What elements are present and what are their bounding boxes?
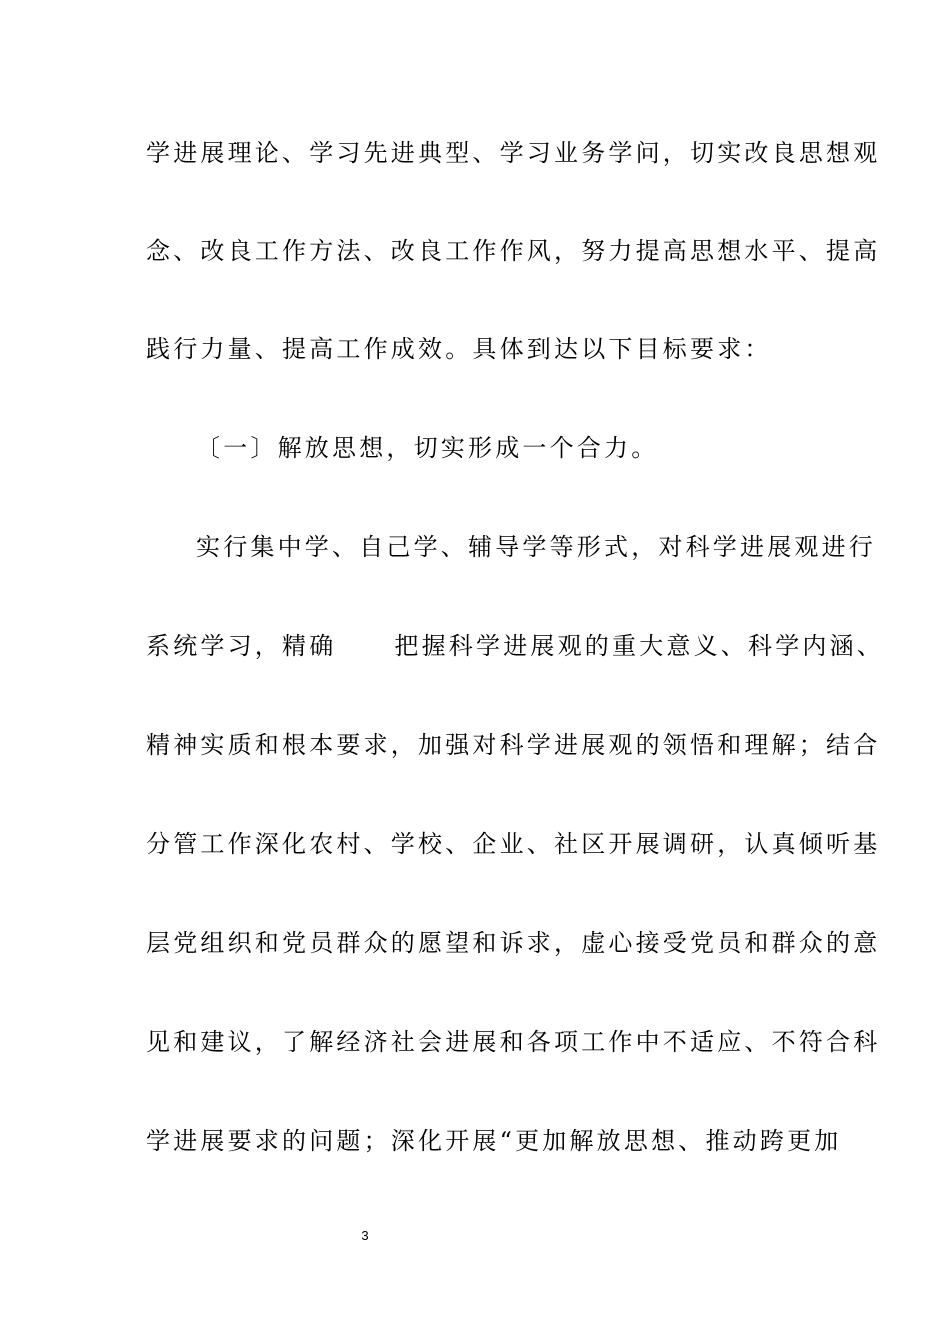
- text-line-7: 精神实质和根本要求，加强对科学进展观的领悟和理解；结合: [146, 731, 881, 759]
- page-number: 3: [361, 1228, 369, 1243]
- text-line-10: 见和建议，了解经济社会进展和各项工作中不适应、不符合科: [146, 1028, 881, 1056]
- text-line-5: 实行集中学、自己学、辅导学等形式，对科学进展观进行: [196, 533, 876, 561]
- text-line-6-part-1: 系统学习，精确: [146, 632, 337, 660]
- text-line-8: 分管工作深化农村、学校、企业、社区开展调研，认真倾听基: [146, 830, 881, 858]
- text-line-9: 层党组织和党员群众的愿望和诉求，虚心接受党员和群众的意: [146, 929, 881, 957]
- text-line-3: 践行力量、提高工作成效。具体到达以下目标要求：: [146, 335, 772, 363]
- section-heading: 〔一〕解放思想，切实形成一个合力。: [196, 434, 659, 462]
- text-line-6-part-2: 把握科学进展观的重大意义、科学内涵、: [394, 632, 885, 660]
- text-line-1: 学进展理论、学习先进典型、学习业务学问，切实改良思想观: [146, 139, 881, 167]
- text-line-11: 学进展要求的问题；深化开展“更加解放思想、推动跨更加: [146, 1127, 842, 1155]
- text-line-6: [146, 631, 885, 661]
- text-line-2: 念、改良工作方法、改良工作作风，努力提高思想水平、提高: [146, 237, 881, 265]
